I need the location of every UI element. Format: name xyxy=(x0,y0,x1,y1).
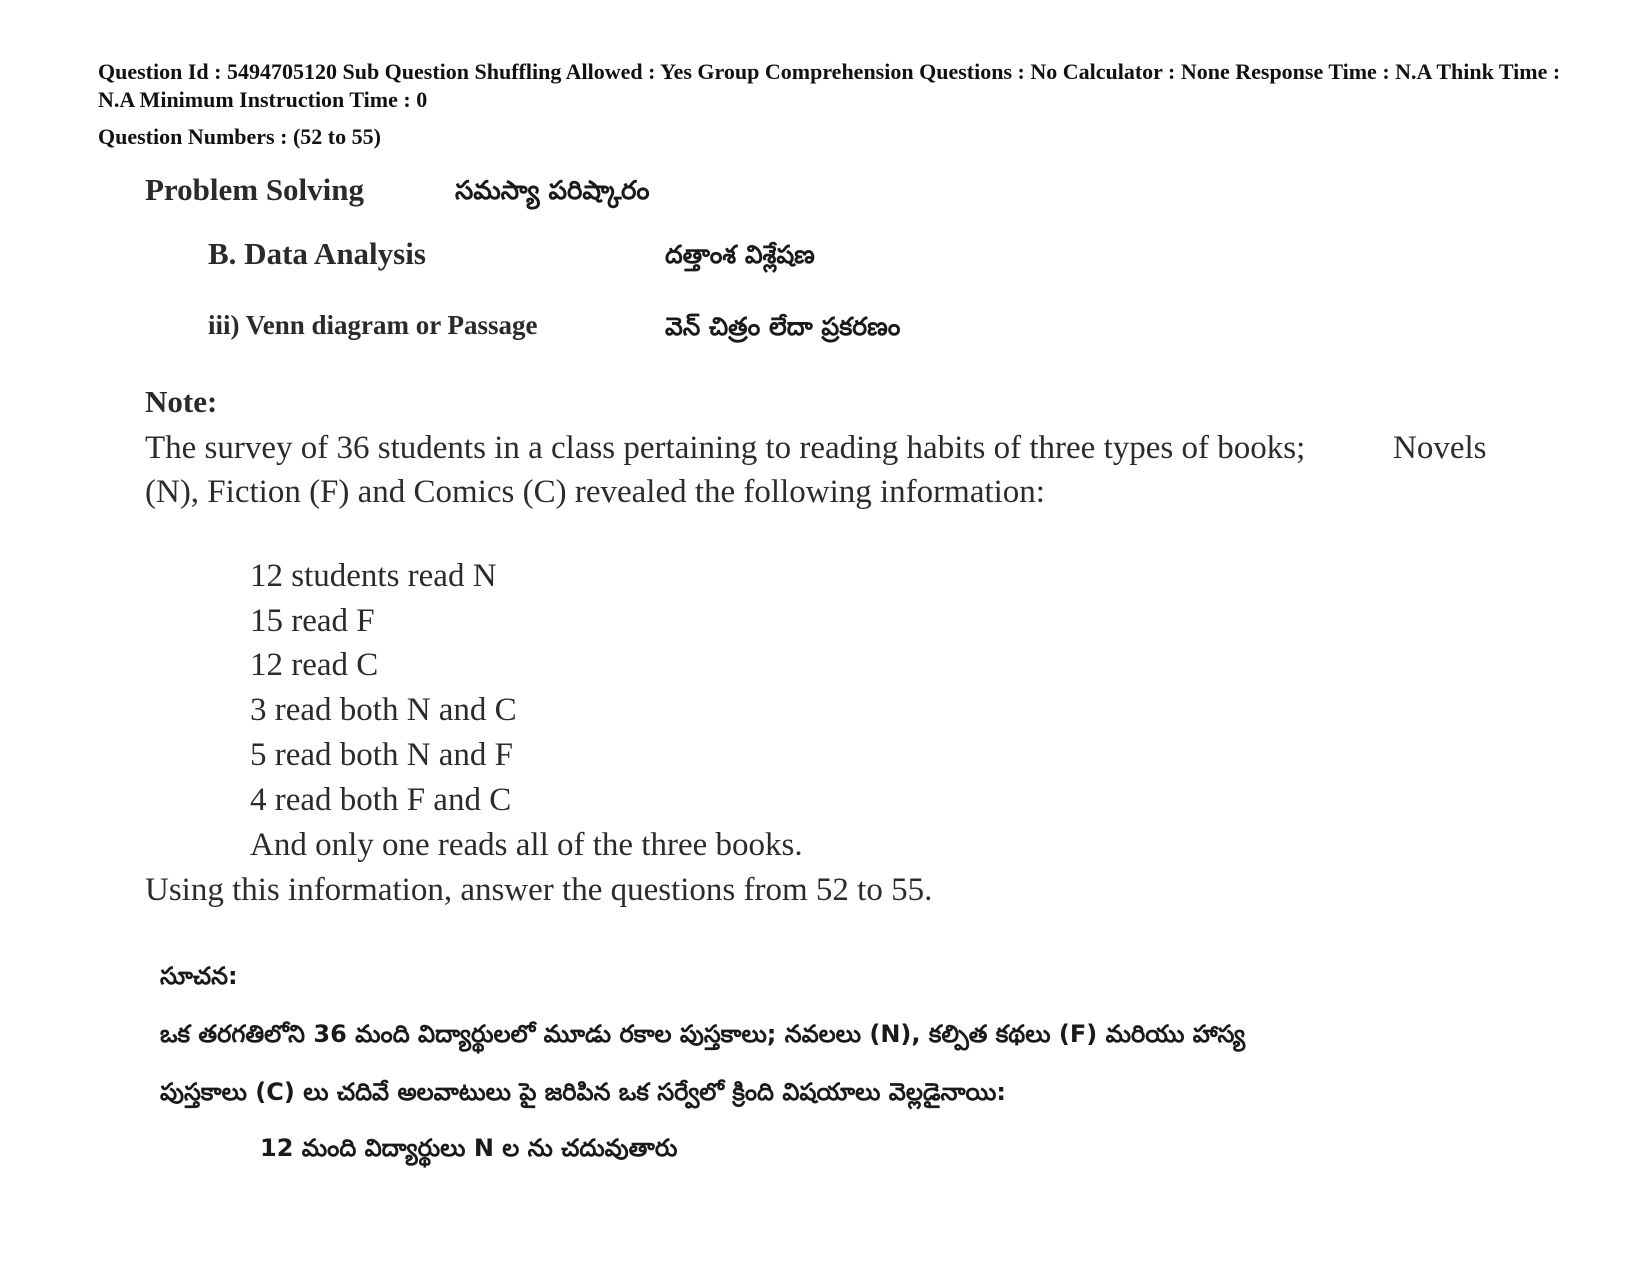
section-title-en: Problem Solving xyxy=(145,172,365,207)
note-paragraph-line1: The survey of 36 students in a class pertaining to reading habits of three types of books; xyxy=(145,430,1306,466)
closing-instruction: Using this information, answer the questions from 52 to 55. xyxy=(145,872,933,908)
topic-title-te: వెన్ చిత్రం లేదా ప్రకరణం xyxy=(665,312,901,341)
note-paragraph-te-line2: పుస్తకాలు (C) లు చదివే అలవాటులు పై జరిపిన ఒక సర్వేలో క్రింది విషయాలు వెల్లడైనాయి: xyxy=(160,1078,1007,1106)
note-paragraph-line1-end: Novels xyxy=(1393,430,1487,466)
list-item: And only one reads all of the three books. xyxy=(250,827,803,863)
subsection-title-en: B. Data Analysis xyxy=(208,236,426,271)
topic-title-en: iii) Venn diagram or Passage xyxy=(208,310,538,340)
list-item: 5 read both N and F xyxy=(250,737,514,773)
question-passage-scan xyxy=(145,170,1525,1225)
section-title-te: సమస్యా పరిష్కారం xyxy=(455,176,650,206)
note-label-te: సూచన: xyxy=(160,962,238,990)
list-item: 3 read both N and C xyxy=(250,692,517,728)
question-numbers: Question Numbers : (52 to 55) xyxy=(98,124,381,149)
list-item: 15 read F xyxy=(250,603,375,639)
fact-te-1: 12 మంది విద్యార్థులు N ల ను చదువుతారు xyxy=(260,1134,678,1162)
note-paragraph-line2: (N), Fiction (F) and Comics (C) revealed the following information: xyxy=(145,474,1045,510)
subsection-title-te: దత్తాంశ విశ్లేషణ xyxy=(665,240,815,269)
list-item: 4 read both F and C xyxy=(250,782,512,818)
list-item: 12 students read N xyxy=(250,558,497,594)
note-label: Note: xyxy=(145,384,218,419)
question-meta: Question Id : 5494705120 Sub Question Shuffling Allowed : Yes Group Comprehension Questions : No Calculator : None Response Time : N.A Think Time : N.A Minimum Instruction Time : 0 xyxy=(98,59,1561,112)
list-item: 12 read C xyxy=(250,647,379,683)
note-paragraph-te-line1: ఒక తరగతిలోని 36 మంది విద్యార్థులలో మూడు రకాల పుస్తకాలు; నవలలు (N), కల్పిత కథలు (F) మరియు హాస్య xyxy=(160,1020,1246,1048)
